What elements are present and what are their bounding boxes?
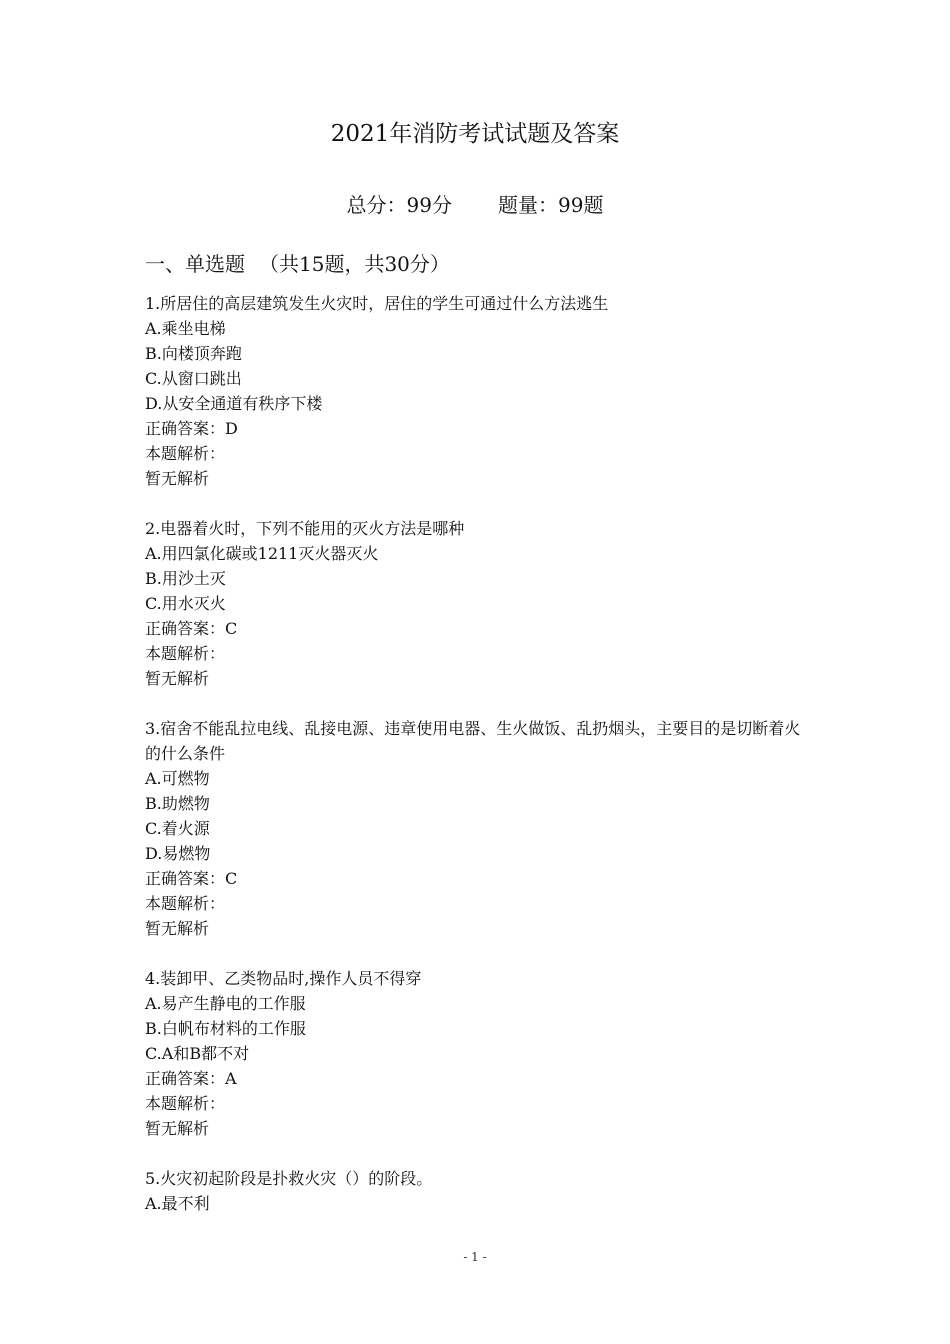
answer-option: A.易产生静电的工作服 <box>145 994 306 1013</box>
analysis-text: 暂无解析 <box>145 469 210 488</box>
question-stem: 1.所居住的高层建筑发生火灾时，居住的学生可通过什么方法逃生 <box>145 294 609 313</box>
analysis-label: 本题解析： <box>145 894 226 913</box>
answer-option: B.用沙土灭 <box>145 569 226 588</box>
answer-option: B.白帆布材料的工作服 <box>145 1019 306 1038</box>
section-label: 一、单选题 <box>145 252 245 276</box>
section-heading <box>145 249 845 279</box>
exam-summary <box>0 190 950 220</box>
section-info: （共15题，共30分） <box>259 252 450 276</box>
analysis-text: 暂无解析 <box>145 669 210 688</box>
answer-option: C.用水灭火 <box>145 594 226 613</box>
question-item <box>145 516 815 691</box>
total-score: 总分：99分 <box>346 193 452 217</box>
question-item <box>145 716 815 941</box>
page-number: - 1 - <box>463 1250 487 1264</box>
answer-option: B.助燃物 <box>145 794 210 813</box>
question-stem: 4.装卸甲、乙类物品时,操作人员不得穿 <box>145 969 422 988</box>
correct-answer: 正确答案：C <box>145 869 238 888</box>
answer-option: C.A和B都不对 <box>145 1044 250 1063</box>
answer-option: B.向楼顶奔跑 <box>145 344 242 363</box>
question-count: 题量：99题 <box>498 193 604 217</box>
correct-answer: 正确答案：C <box>145 619 238 638</box>
question-item <box>145 966 815 1141</box>
analysis-label: 本题解析： <box>145 644 226 663</box>
answer-option: D.易燃物 <box>145 844 211 863</box>
answer-option: A.最不利 <box>145 1194 210 1213</box>
answer-option: D.从安全通道有秩序下楼 <box>145 394 323 413</box>
answer-option: C.着火源 <box>145 819 210 838</box>
correct-answer: 正确答案：A <box>145 1069 237 1088</box>
analysis-text: 暂无解析 <box>145 1119 210 1138</box>
correct-answer: 正确答案：D <box>145 419 238 438</box>
analysis-text: 暂无解析 <box>145 919 210 938</box>
question-item <box>145 1166 815 1216</box>
answer-option: C.从窗口跳出 <box>145 369 242 388</box>
answer-option: A.用四氯化碳或1211灭火器灭火 <box>145 544 379 563</box>
document-title: 2021年消防考试试题及答案 <box>330 121 620 147</box>
question-list <box>145 291 815 1241</box>
answer-option: A.乘坐电梯 <box>145 319 226 338</box>
answer-option: A.可燃物 <box>145 769 210 788</box>
question-stem: 5.火灾初起阶段是扑救火灾（）的阶段。 <box>145 1169 433 1188</box>
question-stem: 3.宿舍不能乱拉电线、乱接电源、违章使用电器、生火做饭、乱扔烟头，主要目的是切断着火的什么条件 <box>145 719 801 763</box>
question-stem: 2.电器着火时，下列不能用的灭火方法是哪种 <box>145 519 465 538</box>
analysis-label: 本题解析： <box>145 444 226 463</box>
analysis-label: 本题解析： <box>145 1094 226 1113</box>
question-item <box>145 291 815 491</box>
